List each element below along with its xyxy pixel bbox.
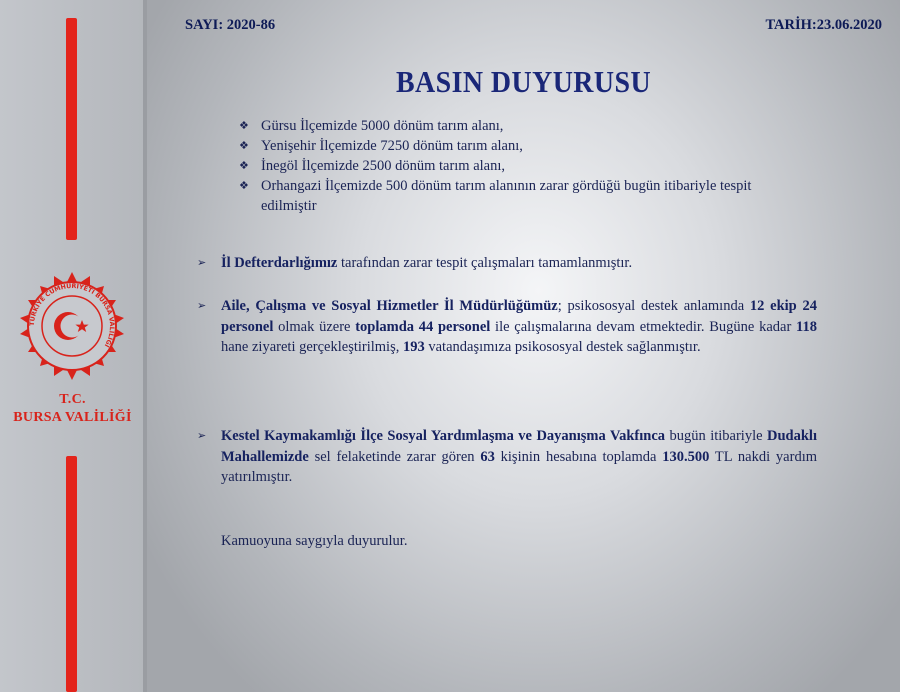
red-bar-top	[66, 18, 77, 240]
org-line-tc: T.C.	[59, 392, 86, 407]
svg-text:TÜRKİYE CUMHURİYETİ BURSA VALİ: TÜRKİYE CUMHURİYETİ BURSA VALİLİĞİ	[28, 282, 116, 349]
list-item: ❖ Gürsu İlçemizde 5000 dönüm tarım alanı,	[239, 118, 504, 134]
arrow-bullet-icon: ➢	[197, 256, 207, 269]
diamond-bullet-icon: ❖	[239, 119, 249, 132]
org-line-valilik: BURSA VALİLİĞİ	[13, 410, 132, 425]
diamond-bullet-icon: ❖	[239, 139, 249, 152]
diamond-bullet-icon: ❖	[239, 179, 249, 192]
paragraph-aile-calisma: ➢ Aile, Çalışma ve Sosyal Hizmetler İl Müdürlüğümüz; psikososyal destek anlamında 12 ekip 24 personel olmak üzere toplamda 44 personel ile çalışmalarına devam etmektedir. Bugüne kadar 118 hane ziyareti gerçekleştirilmiş, 193 vatandaşımıza psikososyal destek sağlanmıştır.	[197, 298, 817, 355]
arrow-bullet-icon: ➢	[197, 429, 207, 442]
paragraph-kestel: ➢ Kestel Kaymakamlığı İlçe Sosyal Yardımlaşma ve Dayanışma Vakfınca bugün itibariyle Dudaklı Mahallemizde sel felaketinde zarar gören 63 kişinin hesabına toplamda 130.500 TL nakdi yardım yatırılmıştır.	[197, 428, 818, 485]
list-item: ❖ Orhangazi İlçemizde 500 dönüm tarım alanının zarar gördüğü bugün itibariyle tespit edilmiştir	[239, 178, 752, 214]
damage-list	[239, 116, 794, 216]
valilik-emblem-icon	[16, 270, 128, 382]
page-title: BASIN DUYURUSU	[395, 64, 652, 99]
paragraph-defterdarlik: ➢ İl Defterdarlığımız tarafından zarar tespit çalışmaları tamamlanmıştır.	[197, 253, 817, 274]
diamond-bullet-icon: ❖	[239, 159, 249, 172]
red-bar-bottom	[66, 456, 77, 692]
arrow-bullet-icon: ➢	[197, 299, 207, 312]
document-body	[147, 0, 900, 692]
document-number: SAYI: 2020-86	[185, 17, 276, 33]
closing-line: Kamuoyuna saygıyla duyurulur.	[221, 533, 408, 549]
list-item: ❖ İnegöl İlçemizde 2500 dönüm tarım alanı,	[239, 158, 506, 174]
document-date: TARİH:23.06.2020	[765, 17, 882, 33]
sidebar	[0, 0, 145, 692]
list-item: ❖ Yenişehir İlçemizde 7250 dönüm tarım alanı,	[239, 138, 523, 154]
